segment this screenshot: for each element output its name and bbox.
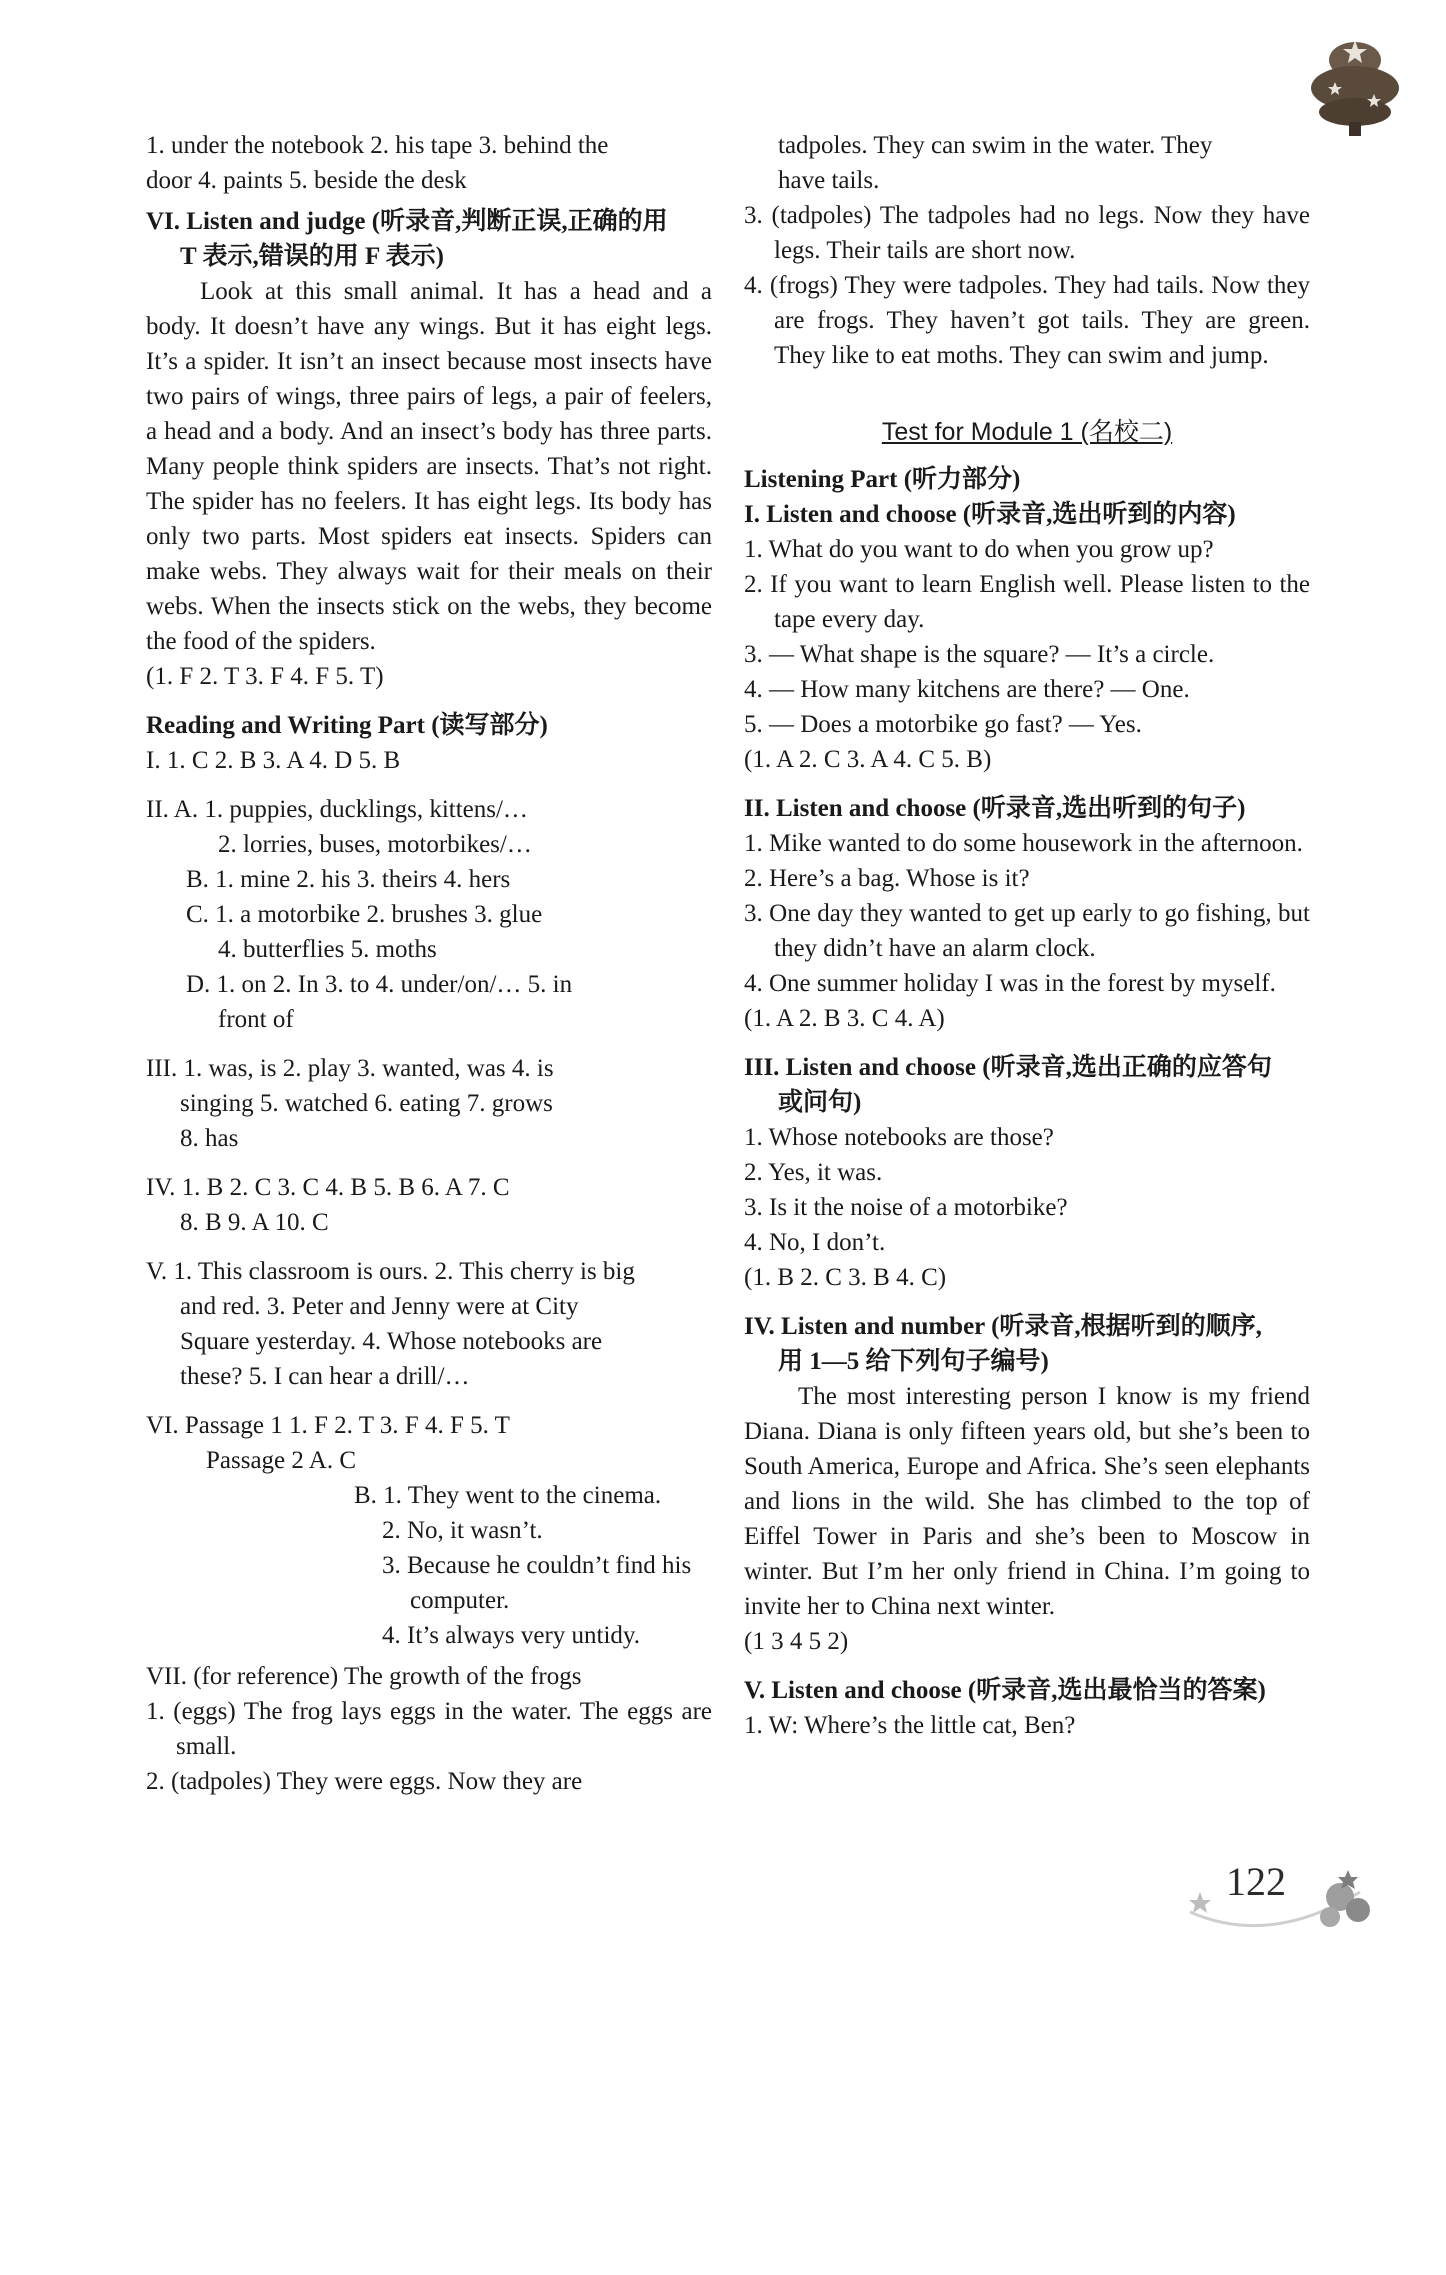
answer-line: and red. 3. Peter and Jenny were at City [180, 1293, 579, 1320]
answer-line: 3. Because he couldn’t find his [382, 1552, 692, 1579]
answer-line: (1. B 2. C 3. B 4. C) [744, 1264, 947, 1291]
answer-line: C. 1. a motorbike 2. brushes 3. glue [186, 901, 543, 928]
answer-line: 4. — How many kitchens are there? — One. [744, 676, 1190, 703]
section-heading: 或问句) [778, 1089, 862, 1116]
answer-line: 1. W: Where’s the little cat, Ben? [744, 1712, 1076, 1739]
answer-line: have tails. [778, 167, 880, 194]
answer-line: 3. — What shape is the square? — It’s a circle. [744, 641, 1215, 668]
answer-line: 1. What do you want to do when you grow up? [744, 536, 1214, 563]
answer-line: 2. No, it wasn’t. [382, 1517, 543, 1544]
answer-line: 4. (frogs) They were tadpoles. They had tails. Now they are frogs. They haven’t got tails. They are green. They like to eat moths. They can swim and jump. [744, 272, 1310, 369]
answer-line: computer. [410, 1587, 510, 1614]
answer-line: Square yesterday. 4. Whose notebooks are [180, 1328, 603, 1355]
test-title: Test for Module 1 (名校二) [881, 418, 1173, 446]
answer-line: 4. No, I don’t. [744, 1229, 886, 1256]
section-heading: T 表示,错误的用 F 表示) [180, 243, 444, 270]
answer-line: VI. Passage 1 1. F 2. T 3. F 4. F 5. T [146, 1412, 510, 1439]
answer-line: 2. lorries, buses, motorbikes/… [218, 831, 532, 858]
answer-line: 3. (tadpoles) The tadpoles had no legs. Now they have legs. Their tails are short now. [744, 202, 1310, 264]
answer-line: 3. Is it the noise of a motorbike? [744, 1194, 1068, 1221]
answer-line: 5. — Does a motorbike go fast? — Yes. [744, 711, 1142, 738]
answer-line: 1. (eggs) The frog lays eggs in the water. The eggs are small. [146, 1698, 712, 1760]
section-heading: VI. Listen and judge (听录音,判断正误,正确的用 [146, 208, 668, 235]
answer-line: 3. One day they wanted to get up early to go fishing, but they didn’t have an alarm clock. [744, 900, 1310, 962]
answer-line: 4. One summer holiday I was in the forest by myself. [744, 970, 1276, 997]
section-heading: I. Listen and choose (听录音,选出听到的内容) [744, 501, 1236, 528]
answer-line: front of [218, 1006, 294, 1033]
answer-line: 1. Whose notebooks are those? [744, 1124, 1054, 1151]
answer-line: tadpoles. They can swim in the water. They [778, 132, 1213, 159]
section-heading: 用 1—5 给下列句子编号) [778, 1348, 1049, 1375]
answer-line: (1. A 2. B 3. C 4. A) [744, 1005, 945, 1032]
answer-line: II. A. 1. puppies, ducklings, kittens/… [146, 796, 528, 823]
tree-icon [1300, 30, 1410, 140]
answer-line: (1. F 2. T 3. F 4. F 5. T) [146, 663, 384, 690]
answer-line: B. 1. They went to the cinema. [354, 1482, 662, 1509]
answer-line: D. 1. on 2. In 3. to 4. under/on/… 5. in [186, 971, 573, 998]
answer-line: 8. has [180, 1125, 239, 1152]
answer-line: 8. B 9. A 10. C [180, 1209, 329, 1236]
answer-line: 2. (tadpoles) They were eggs. Now they are [146, 1768, 583, 1795]
passage-text: Look at this small animal. It has a head and a body. It doesn’t have any wings. But it has eight legs. It’s a spider. It isn’t an insect because most insects have two pairs of wings, three pairs of legs, a pair of feelers, a head and a body. And an insect’s body has three parts. Many people think spiders are insects. That’s not right. The spider has no feelers. It has eight legs. Its body has only two parts. Most spiders eat insects. Spiders can make webs. They always wait for their meals on their webs. When the insects stick on the webs, they become the food of the spiders. [146, 278, 712, 655]
answer-line: door 4. paints 5. beside the desk [146, 167, 467, 194]
passage-text: The most interesting person I know is my friend Diana. Diana is only fifteen years old, but she’s been to South America, Europe and Africa. She’s seen elephants and lions in the wild. She has climbed to the top of Eiffel Tower in Paris and she’s been to Moscow in winter. But I’m her only friend in China. I’m going to invite her to China next winter. [744, 1383, 1310, 1620]
answer-line: VII. (for reference) The growth of the frogs [146, 1663, 582, 1690]
answer-line: I. 1. C 2. B 3. A 4. D 5. B [146, 747, 401, 774]
page-number: 122 [1226, 1859, 1286, 1904]
section-heading: II. Listen and choose (听录音,选出听到的句子) [744, 795, 1246, 822]
section-heading: V. Listen and choose (听录音,选出最恰当的答案) [744, 1677, 1266, 1704]
answer-line: 2. Here’s a bag. Whose is it? [744, 865, 1030, 892]
answer-line: 4. It’s always very untidy. [382, 1622, 641, 1649]
section-heading: IV. Listen and number (听录音,根据听到的顺序, [744, 1313, 1262, 1340]
answer-line: IV. 1. B 2. C 3. C 4. B 5. B 6. A 7. C [146, 1174, 510, 1201]
answer-line: (1 3 4 5 2) [744, 1628, 849, 1655]
answer-line: 2. Yes, it was. [744, 1159, 883, 1186]
answer-line: (1. A 2. C 3. A 4. C 5. B) [744, 746, 992, 773]
answer-line: these? 5. I can hear a drill/… [180, 1363, 470, 1390]
answer-line: Passage 2 A. C [206, 1447, 356, 1474]
section-heading: Listening Part (听力部分) [744, 466, 1021, 493]
answer-line: V. 1. This classroom is ours. 2. This cherry is big [146, 1258, 635, 1285]
section-heading: Reading and Writing Part (读写部分) [146, 712, 548, 739]
right-column [744, 128, 1310, 1743]
answer-line: 4. butterflies 5. moths [218, 936, 437, 963]
answer-line: 2. If you want to learn English well. Please listen to the tape every day. [744, 571, 1310, 633]
answer-line: III. 1. was, is 2. play 3. wanted, was 4. is [146, 1055, 554, 1082]
section-heading: III. Listen and choose (听录音,选出正确的应答句 [744, 1054, 1272, 1081]
answer-line: B. 1. mine 2. his 3. theirs 4. hers [186, 866, 511, 893]
answer-line: singing 5. watched 6. eating 7. grows [180, 1090, 553, 1117]
left-column [146, 128, 712, 1799]
answer-line: 1. Mike wanted to do some housework in the afternoon. [744, 830, 1303, 857]
answer-line: 1. under the notebook 2. his tape 3. behind the [146, 132, 609, 159]
